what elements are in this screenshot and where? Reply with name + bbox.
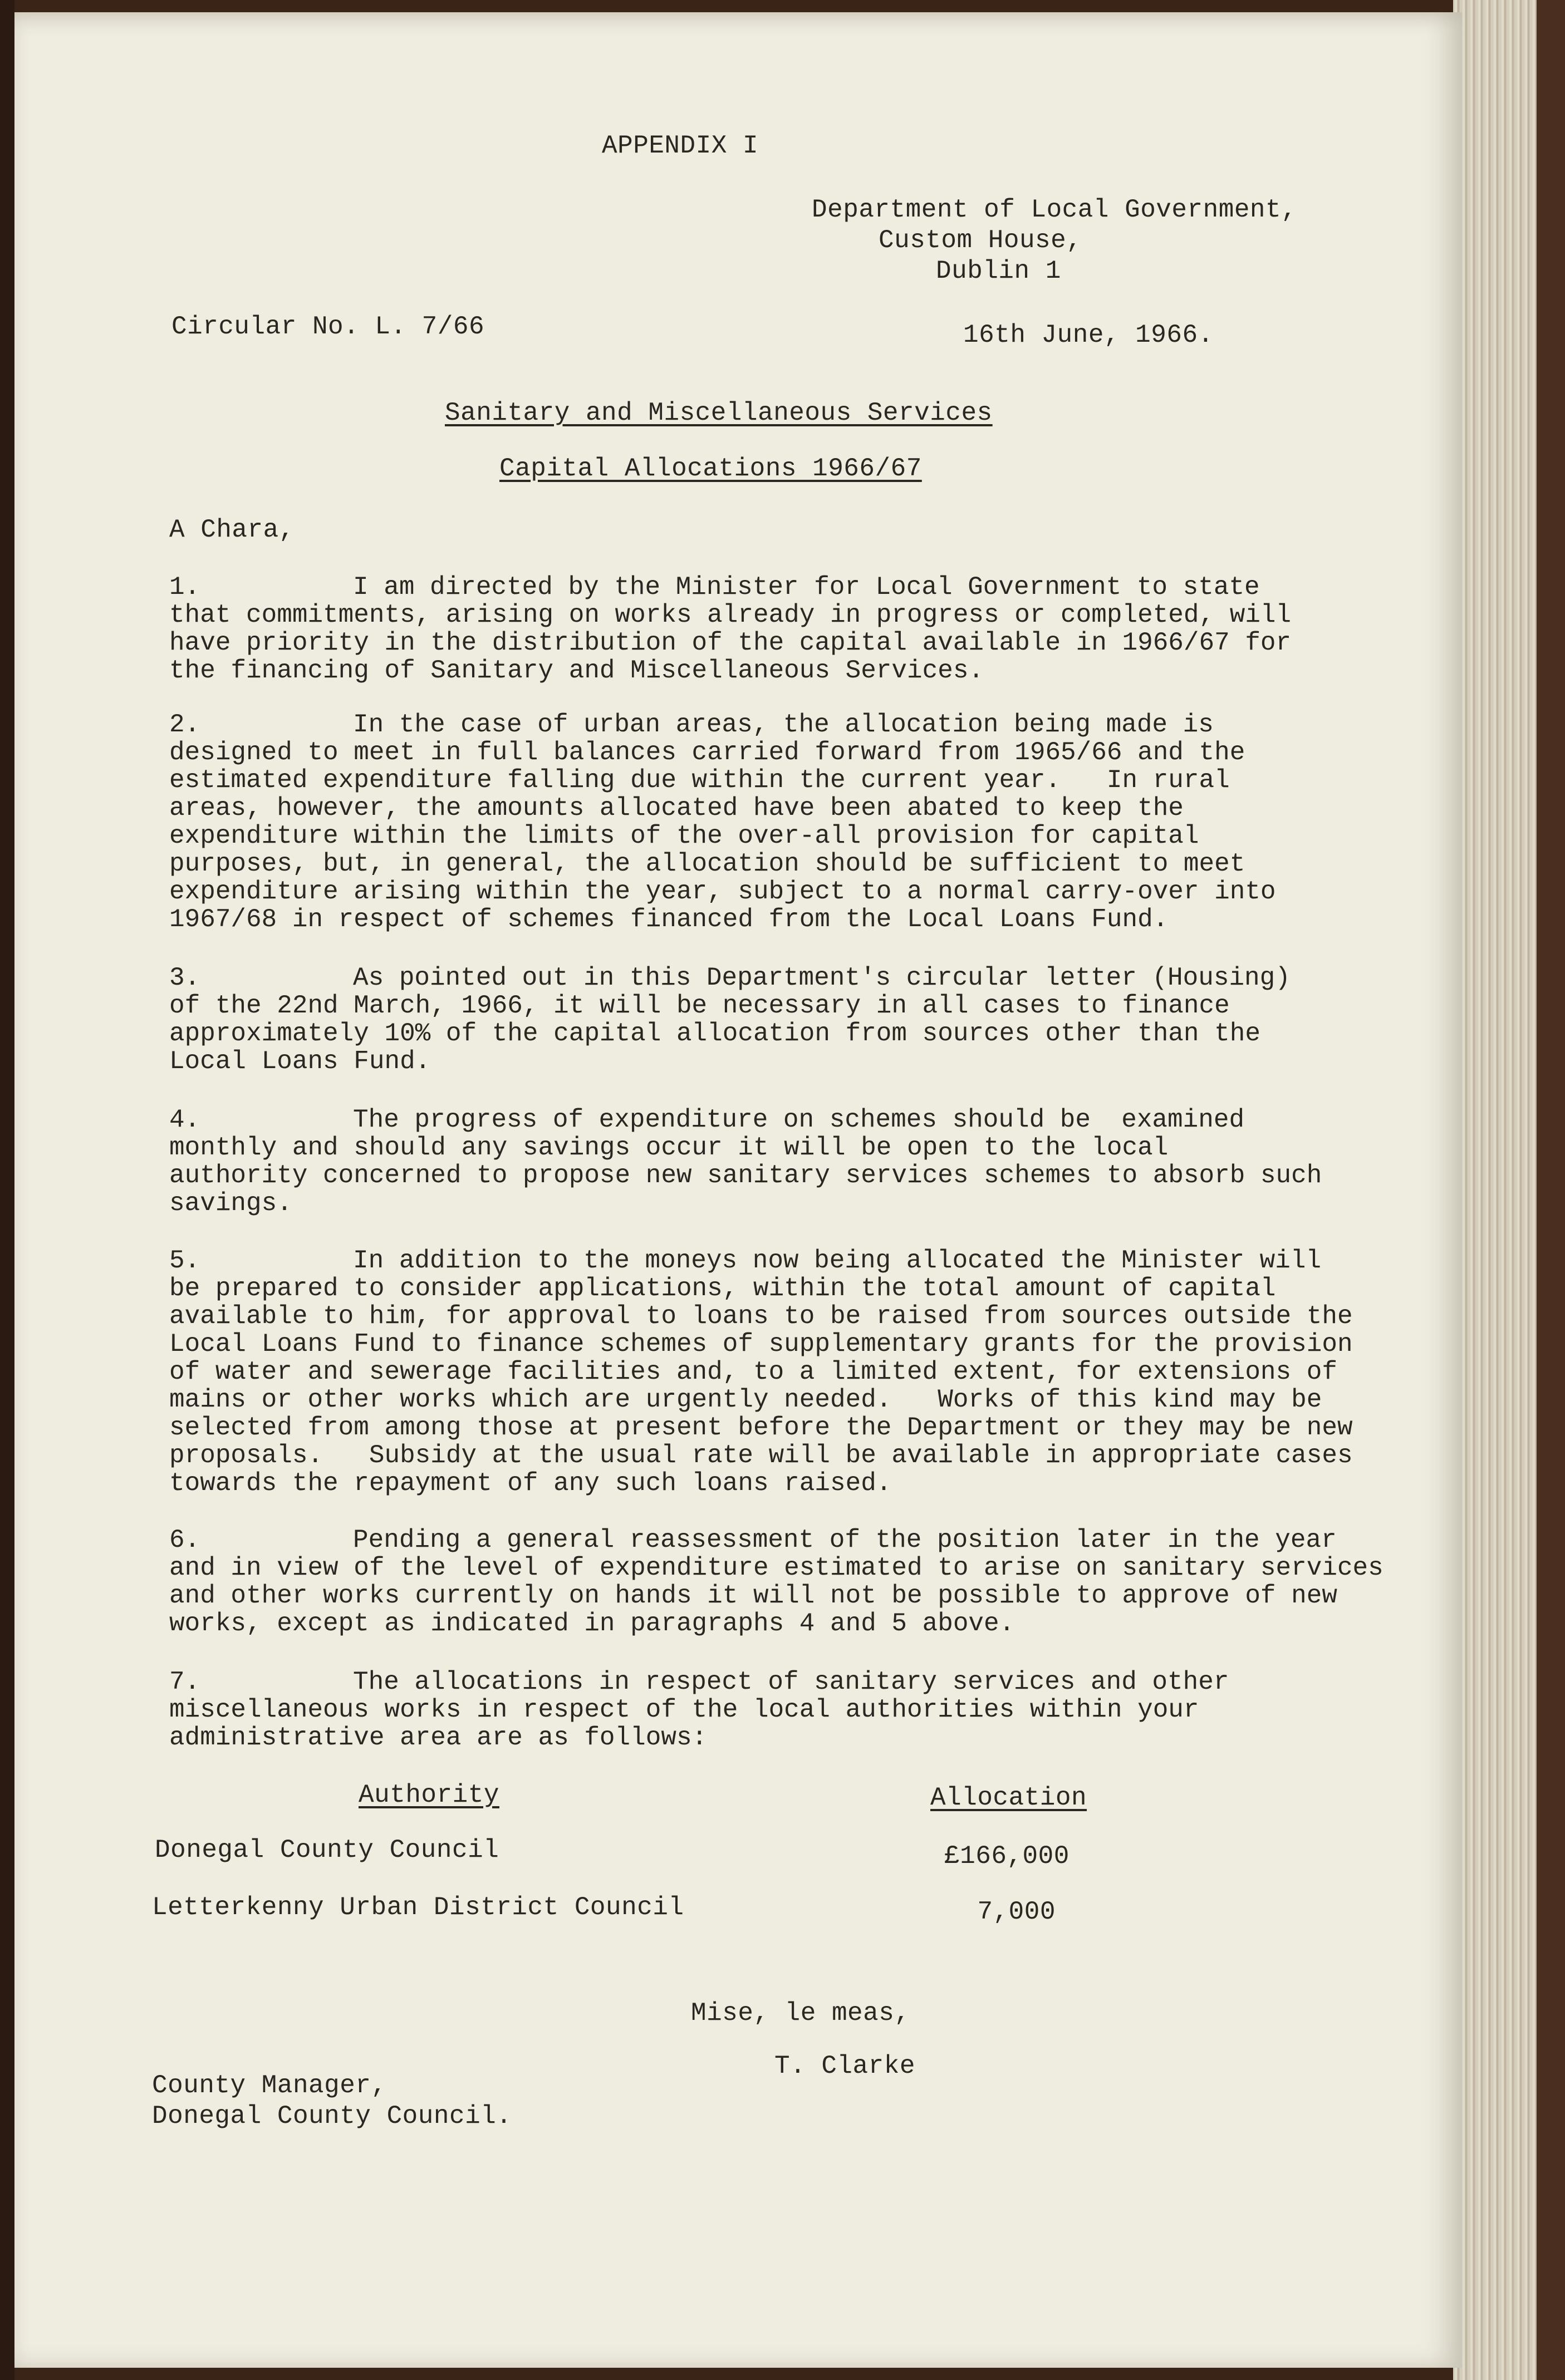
paragraph-line: and in view of the level of expenditure estimated to arise on sanitary services [169,1553,1384,1582]
paragraph-3 [169,963,1291,1076]
paragraph-line: available to him, for approval to loans to be raised from sources outside the [169,1302,1353,1331]
paragraph-line: estimated expenditure falling due within the current year. In rural [169,766,1230,795]
paragraph-line: the financing of Sanitary and Miscellaneous Services. [169,656,984,685]
page-edges-shadow [1537,0,1565,2380]
table-cell-allocation: 7,000 [977,1897,1056,1926]
valediction: Mise, le meas, [691,1999,910,2028]
column-header-authority: Authority [359,1781,499,1809]
paragraph-line: savings. [169,1189,292,1218]
paragraph-line: of water and sewerage facilities and, to a limited extent, for extensions of [169,1358,1337,1386]
paragraph-line: proposals. Subsidy at the usual rate will be available in appropriate cases [169,1441,1353,1470]
paragraph-number: 2. [169,710,200,739]
paragraph-line: purposes, but, in general, the allocation should be sufficient to meet [169,849,1245,878]
appendix-heading: APPENDIX I [602,131,759,160]
letter-date: 16th June, 1966. [963,321,1214,350]
addressee-line-2: Donegal County Council. [152,2102,512,2131]
document-page [14,12,1462,2368]
paragraph-line: The allocations in respect of sanitary services and other [353,1668,1229,1697]
paragraph-line: of the 22nd March, 1966, it will be necessary in all cases to finance [169,991,1230,1020]
paragraph-line: The progress of expenditure on schemes should be examined [353,1105,1245,1134]
paragraph-number: 6. [169,1526,200,1555]
paragraph-number: 7. [169,1668,200,1697]
paragraph-line: administrative area are as follows: [169,1723,708,1752]
paragraph-line: that commitments, arising on works already in progress or completed, will [169,601,1292,630]
paragraph-line: and other works currently on hands it will not be possible to approve of new [169,1581,1337,1610]
paragraph-line: towards the repayment of any such loans raised. [169,1469,892,1498]
paragraph-line: approximately 10% of the capital allocation from sources other than the [169,1019,1260,1048]
paragraph-line: expenditure arising within the year, subject to a normal carry-over into [169,877,1276,906]
paragraph-7 [169,1668,1283,1752]
address-line-2: Custom House, [879,226,1082,255]
paragraph-line: As pointed out in this Department's circular letter (Housing) [353,963,1291,992]
paragraph-5 [169,1246,1353,1498]
paragraph-line: I am directed by the Minister for Local Government to state [353,573,1260,602]
paragraph-line: 1967/68 in respect of schemes financed from the Local Loans Fund. [169,905,1169,934]
paragraph-4 [169,1105,1322,1218]
paragraph-line: In the case of urban areas, the allocation being made is [353,710,1214,739]
book-binding [0,0,14,2380]
address-line-1: Department of Local Government, [812,195,1297,224]
addressee-line-1: County Manager, [152,2071,387,2100]
paragraph-2 [169,711,1283,933]
paragraph-number: 4. [169,1105,200,1134]
paragraph-line: areas, however, the amounts allocated have been abated to keep the [169,794,1184,823]
table-cell-allocation: £166,000 [944,1842,1070,1871]
signature: T. Clarke [774,2052,915,2081]
paragraph-line: monthly and should any savings occur it will be open to the local [169,1133,1169,1162]
paragraph-line: have priority in the distribution of the capital available in 1966/67 for [169,628,1292,657]
paragraph-line: works, except as indicated in paragraphs 4 and 5 above. [169,1609,1015,1638]
paragraph-line: designed to meet in full balances carried forward from 1965/66 and the [169,738,1245,767]
paragraph-number: 5. [169,1246,200,1275]
salutation: A Chara, [169,515,295,544]
paragraph-line: In addition to the moneys now being allocated the Minister will [353,1246,1322,1275]
title-line-2: Capital Allocations 1966/67 [499,454,922,483]
table-cell-authority: Letterkenny Urban District Council [152,1893,684,1922]
paragraph-line: authority concerned to propose new sanitary services schemes to absorb such [169,1161,1322,1190]
paragraph-line: mains or other works which are urgently needed. Works of this kind may be [169,1385,1322,1414]
paragraph-line: selected from among those at present before the Department or they may be new [169,1413,1353,1442]
paragraph-line: be prepared to consider applications, within the total amount of capital [169,1274,1276,1303]
paragraph-number: 3. [169,963,200,992]
column-header-allocation: Allocation [930,1783,1087,1812]
title-line-1: Sanitary and Miscellaneous Services [445,399,993,427]
paragraph-1 [169,573,1292,685]
paragraph-line: Pending a general reassessment of the position later in the year [353,1526,1337,1555]
paragraph-line: miscellaneous works in respect of the local authorities within your [169,1695,1199,1724]
paragraph-line: expenditure within the limits of the over-all provision for capital [169,822,1199,850]
paragraph-line: Local Loans Fund to finance schemes of supplementary grants for the provision [169,1330,1353,1359]
paragraph-6 [169,1526,1384,1638]
table-cell-authority: Donegal County Council [155,1836,499,1865]
circular-number: Circular No. L. 7/66 [171,312,485,341]
paragraph-number: 1. [169,573,200,602]
paragraph-line: Local Loans Fund. [169,1047,431,1076]
address-line-3: Dublin 1 [936,257,1061,286]
